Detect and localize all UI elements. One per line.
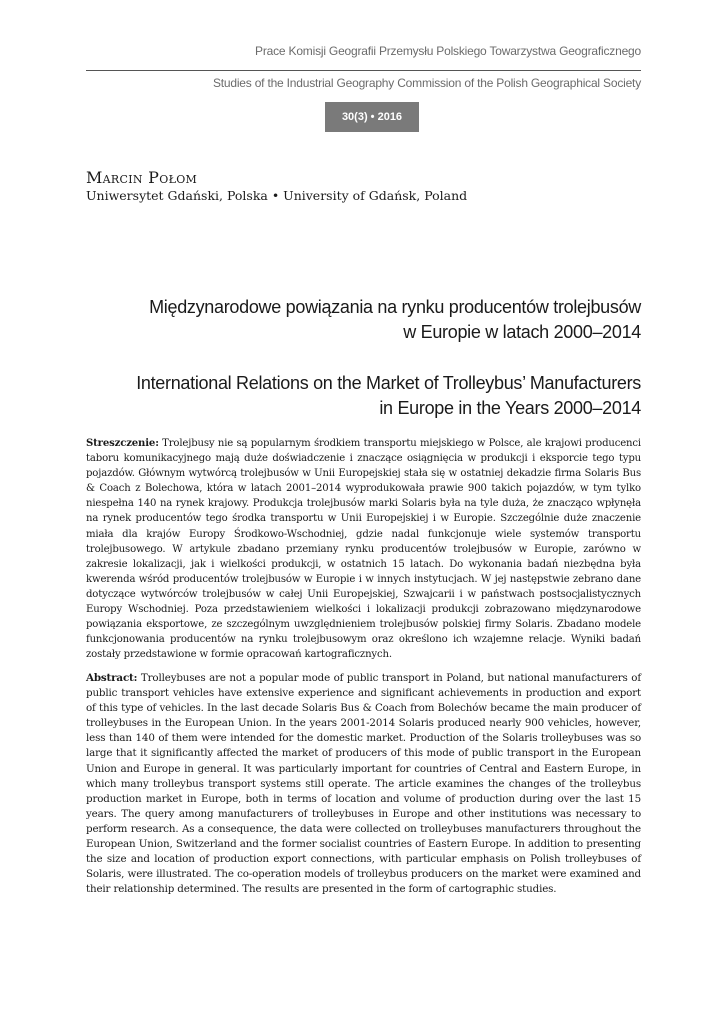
author-affiliation: Uniwersytet Gdański, Polska • University of Gdańsk, Poland (86, 188, 468, 203)
abstract-pl-text: Trolejbusy nie są popularnym środkiem transportu miejskiego w Polsce, ale krajowi producenci taboru komunikacyjnego mają duże doświadczenie i znaczące osiągnięcia w produkcji i eksporcie tego typu pojazdów. Głównym wytwórcą trolejbusów w Unii Europejskiej stała się w ostatniej dekadzie firma Solaris Bus & Coach z Bolechowa, która w latach 2001–2014 wyprodukowała prawie 900 takich pojazdów, w tym tylko niespełna 140 na rynek krajowy. Produkcja trolejbusów marki Solaris była na tyle duża, że znacząco wpłynęła na rynek producentów tego środka transportu w Unii Europejskiej i w Europie. Szczególnie duże znaczenie miała dla krajów Europy Środkowo-Wschodniej, gdzie nadal funkcjonuje wiele systemów transportu trolejbusowego. W artykule zbadano przemiany rynku producentów trolejbusów w Europie, zarówno w zakresie lokalizacji, jak i wielkości produkcji, w ostatnich 15 latach. Do wykonania badań niezbędna była kwerenda wśród producentów trolejbusów w Europie i w innych instytucjach. W jej następstwie zebrano dane dotyczące wytwórców trolejbusów w całej Unii Europejskiej, Szwajcarii i w państwach postsocjalistycznych Europy Wschodniej. Poza przedstawieniem wielkości i lokalizacji produkcji zobrazowano międzynarodowe powiązania eksportowe, ze szczególnym uwzględnieniem trolejbusów polskiej firmy Solaris. Zbadano modele funkcjonowania producentów na rynku trolejbusowym oraz określono ich wzajemne relacje. Wyniki badań zostały przedstawione w formie opracowań kartograficznych. (86, 438, 641, 661)
title-en-line-2: in Europe in the Years 2000–2014 (379, 398, 641, 418)
author-name: Marcin Połom (86, 168, 198, 187)
article-title-pl (86, 295, 641, 345)
title-en-line-1: International Relations on the Market of Trolleybus’ Manufacturers (136, 373, 641, 393)
article-title-en (86, 371, 641, 421)
abstract-pl (86, 436, 641, 662)
issue-badge: 30(3) • 2016 (325, 102, 419, 132)
abstract-en-label: Abstract: (86, 672, 138, 684)
abstract-pl-label: Streszczenie: (86, 438, 159, 449)
title-pl-line-2: w Europie w latach 2000–2014 (403, 322, 641, 342)
journal-title-en: Studies of the Industrial Geography Commission of the Polish Geographical Society (212, 76, 641, 90)
journal-title-pl: Prace Komisji Geografii Przemysłu Polskiego Towarzystwa Geograficznego (255, 44, 641, 58)
abstract-en-text: Trolleybuses are not a popular mode of public transport in Poland, but national manufacturers of public transport vehicles have extensive experience and significant achievements in production and export of this type of vehicles. In the last decade Solaris Bus & Coach from Bolechów became the main producer of trolleybuses in the European Union. In the years 2001-2014 Solaris produced nearly 900 vehicles, however, less than 140 of them were intended for the domestic market. Production of the Solaris trolleybuses was so large that it significantly affected the market of producers of this mode of public transport in the European Union and Europe in general. It was particularly important for countries of Central and Eastern Europe, in which many trolleybus transport systems still operate. The article examines the changes of the trolleybus production market in Europe, both in terms of location and volume of production during over the last 15 years. The query among manufacturers of trolleybuses in Europe and other institutions was necessary to perform research. As a consequence, the data were collected on trolleybuses manufacturers throughout the European Union, Switzerland and the former socialist countries of Eastern Europe. In addition to presenting the size and location of production export connections, with particular emphasis on Polish trolleybuses of Solaris, were illustrated. The co-operation models of trolleybus producers on the market were examined and their relationship determined. The results are presented in the form of cartographic studies. (86, 672, 641, 896)
header-rule (86, 70, 641, 71)
title-pl-line-1: Międzynarodowe powiązania na rynku producentów trolejbusów (149, 297, 641, 317)
abstract-en (86, 671, 641, 897)
